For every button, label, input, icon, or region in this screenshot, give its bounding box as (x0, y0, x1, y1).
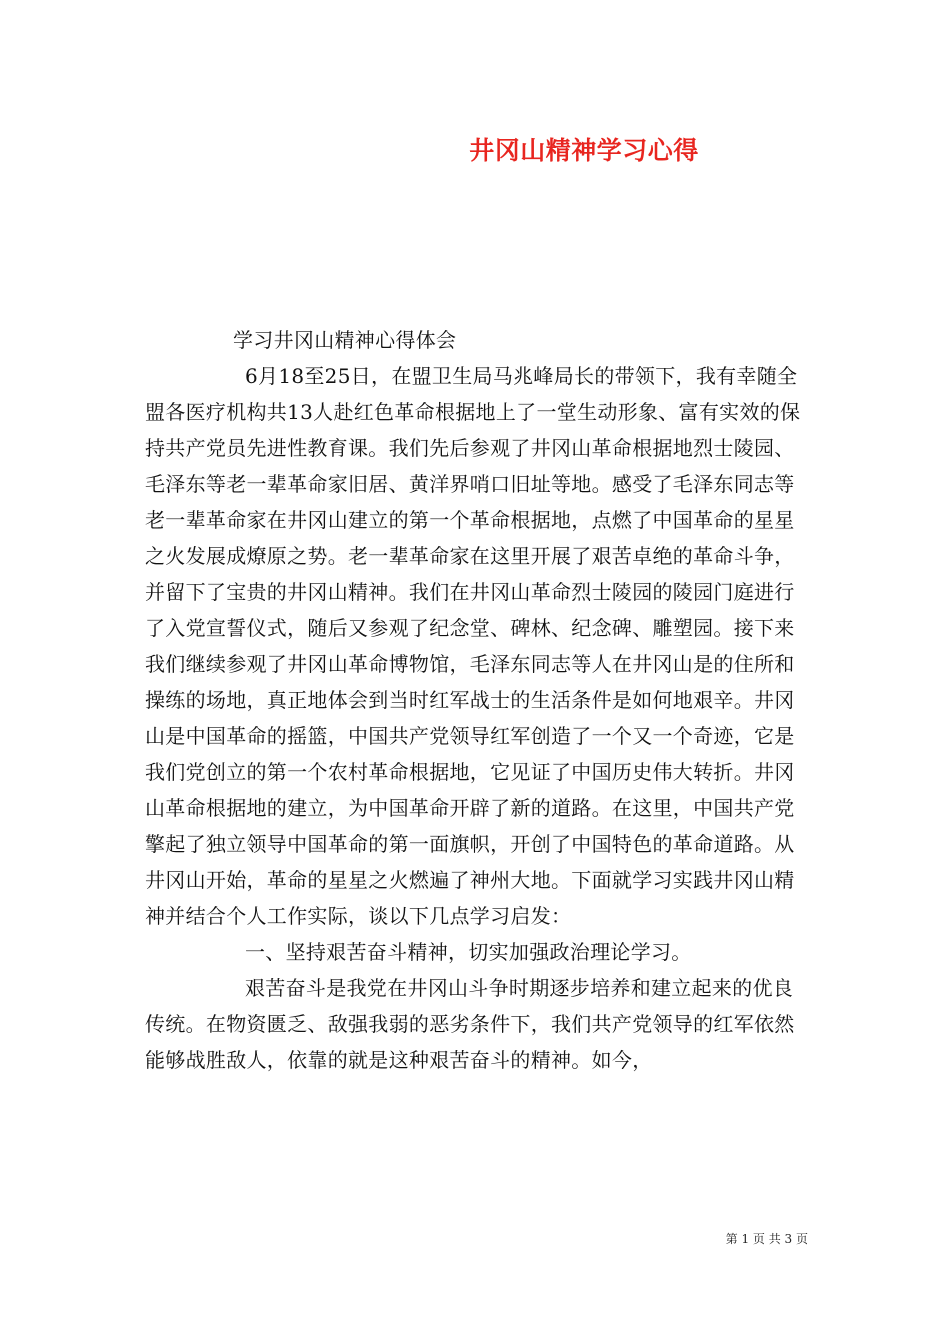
document-title: 井冈山精神学习心得 (469, 136, 699, 165)
section-heading: 一、坚持艰苦奋斗精神，切实加强政治理论学习。 (245, 940, 692, 964)
document-body (145, 322, 810, 1078)
document-subtitle: 学习井冈山精神心得体会 (233, 328, 457, 352)
paragraph: 艰苦奋斗是我党在井冈山斗争时期逐步培养和建立起来的优良传统。在物资匮乏、敌强我弱的恶劣条件下，我们共产党领导的红军依然能够战胜敌人，依靠的就是这种艰苦奋斗的精神。如今， (145, 976, 795, 1072)
page-footer: 第 1 页 共 3 页 (725, 1232, 808, 1246)
paragraph: 6月18至25日，在盟卫生局马兆峰局长的带领下，我有幸随全盟各医疗机构共13人赴红色革命根据地上了一堂生动形象、富有实效的保持共产党员先进性教育课。我们先后参观了井冈山革命根据地烈士陵园、毛泽东等老一辈革命家旧居、黄洋界哨口旧址等地。感受了毛泽东同志等老一辈革命家在井冈山建立的第一个革命根据地，点燃了中国革命的星星之火发展成燎原之势。老一辈革命家在这里开展了艰苦卓绝的革命斗争，并留下了宝贵的井冈山精神。我们在井冈山革命烈士陵园的陵园门庭进行了入党宣誓仪式，随后又参观了纪念堂、碑林、纪念碑、雕塑园。接下来我们继续参观了井冈山革命博物馆，毛泽东同志等人在井冈山是的住所和操练的场地，真正地体会到当时红军战士的生活条件是如何地艰辛。井冈山是中国革命的摇篮，中国共产党领导红军创造了一个又一个奇迹，它是我们党创立的第一个农村革命根据地，它见证了中国历史伟大转折。井冈山革命根据地的建立，为中国革命开辟了新的道路。在这里，中国共产党擎起了独立领导中国革命的第一面旗帜，开创了中国特色的革命道路。从井冈山开始，革命的星星之火燃遍了神州大地。下面就学习实践井冈山精神并结合个人工作实际，谈以下几点学习启发： (145, 364, 801, 928)
